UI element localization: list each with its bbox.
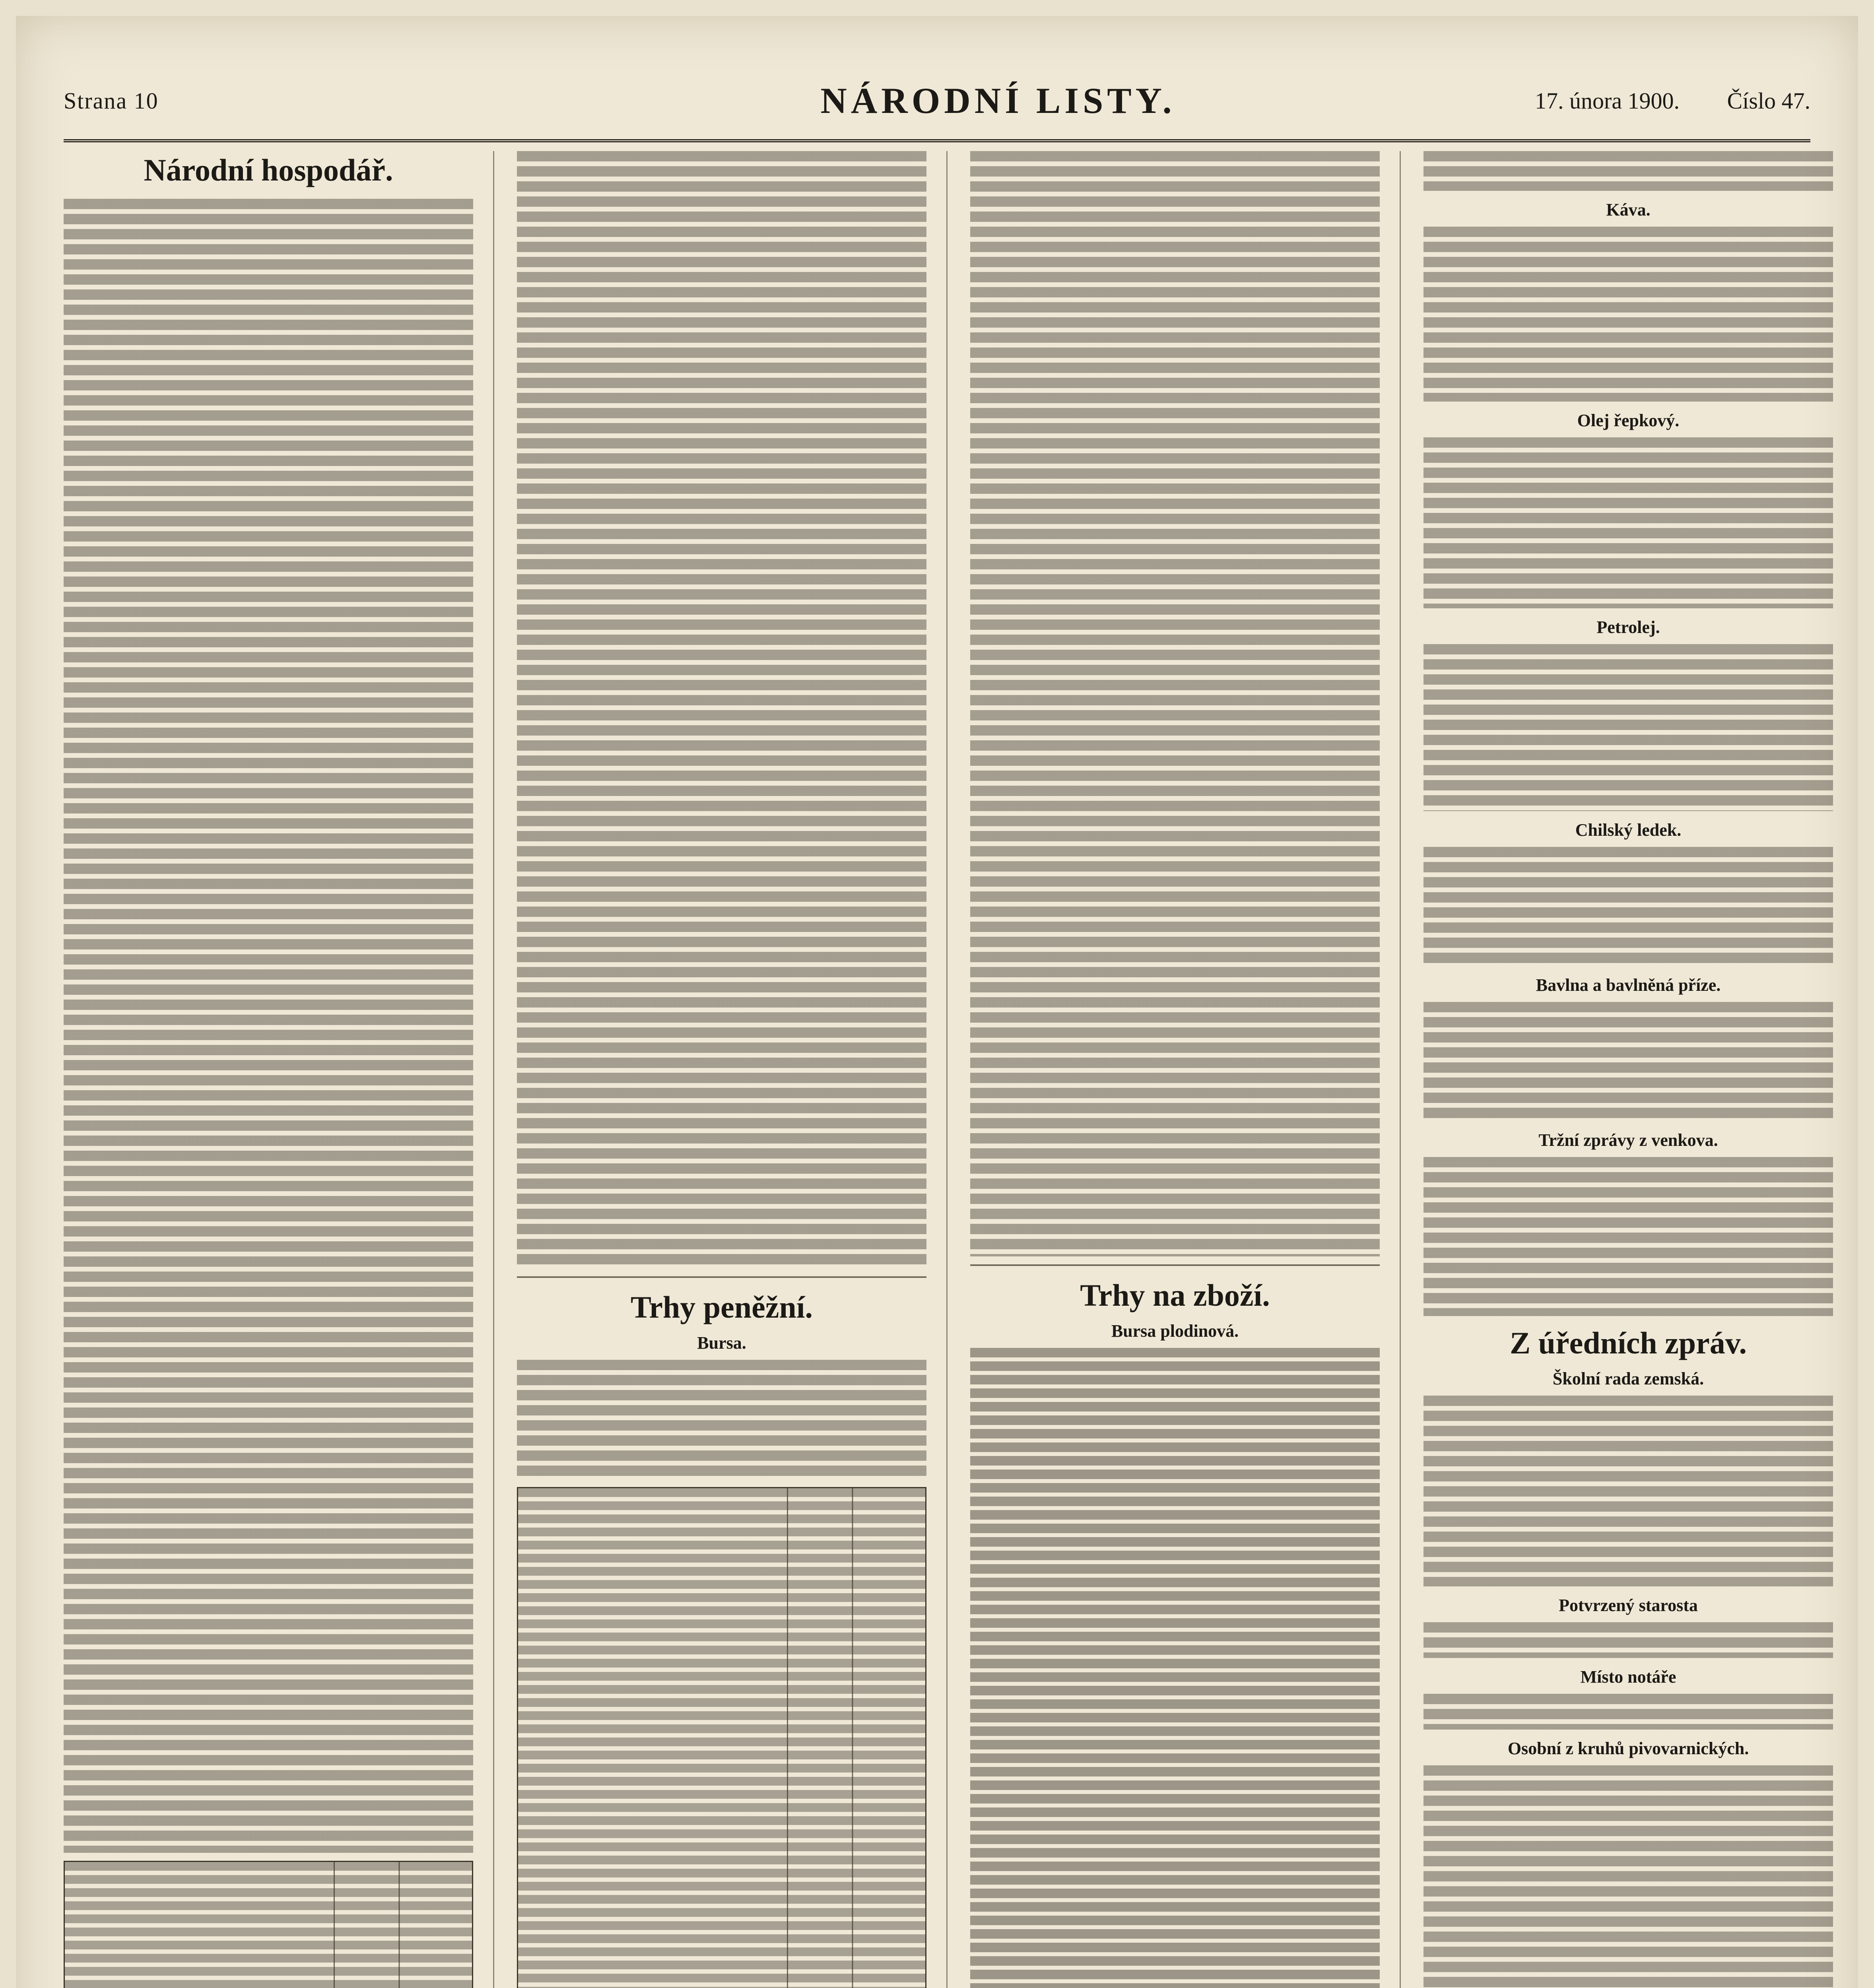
column-4 xyxy=(1423,151,1833,1988)
subheading: Chilský ledek. xyxy=(1575,820,1682,840)
article-text xyxy=(970,1348,1380,1988)
article-text xyxy=(1423,1157,1833,1316)
subheading: Káva. xyxy=(1606,200,1651,219)
newspaper-title: NÁRODNÍ LISTY. xyxy=(820,80,1176,121)
subheading: Tržní zprávy z venkova. xyxy=(1538,1130,1718,1150)
article-text xyxy=(1423,227,1833,402)
article-text xyxy=(517,151,926,1264)
newspaper-page xyxy=(16,16,1858,1988)
article-text xyxy=(1423,847,1833,966)
divider xyxy=(517,1276,926,1278)
issue-number: Číslo 47. xyxy=(1727,88,1810,114)
column-rule xyxy=(493,151,494,1988)
divider xyxy=(970,1264,1380,1266)
article-text xyxy=(1423,1002,1833,1121)
subheading: Potvrzený starosta xyxy=(1559,1596,1698,1615)
subheading: Bursa plodinová. xyxy=(1111,1321,1239,1341)
subheading: Bavlna a bavlněná příze. xyxy=(1536,975,1721,995)
subheading: Školní rada zemská. xyxy=(1552,1369,1704,1388)
article-text xyxy=(1423,437,1833,608)
section-heading: Národní hospodář. xyxy=(144,153,393,187)
column-1 xyxy=(64,151,473,1988)
article-text xyxy=(1423,1396,1833,1586)
column-2 xyxy=(517,151,926,1988)
exchange-rates-table xyxy=(517,1487,926,1988)
article-text xyxy=(517,1360,926,1479)
subheading: Místo notáře xyxy=(1580,1667,1676,1687)
column-3 xyxy=(970,151,1380,1988)
section-heading: Trhy na zboží. xyxy=(1080,1278,1270,1312)
subheading: Bursa. xyxy=(697,1333,746,1353)
data-table xyxy=(64,1861,473,1988)
column-rule xyxy=(1400,151,1401,1988)
article-text xyxy=(64,199,473,1853)
column-rule xyxy=(946,151,948,1988)
issue-date: 17. února 1900. xyxy=(1535,88,1680,114)
subheading: Petrolej. xyxy=(1596,617,1660,637)
section-heading: Z úředních zpráv. xyxy=(1510,1326,1747,1360)
article-text xyxy=(1423,1694,1833,1730)
article-text xyxy=(1423,1765,1833,1988)
article-text xyxy=(1423,1622,1833,1658)
masthead xyxy=(64,76,1810,142)
section-heading: Trhy peněžní. xyxy=(631,1290,813,1324)
article-text xyxy=(1423,151,1833,191)
article-text xyxy=(1423,644,1833,811)
article-text xyxy=(970,151,1380,1256)
subheading: Osobní z kruhů pivovarnických. xyxy=(1507,1739,1749,1758)
page-number: Strana 10 xyxy=(64,88,159,114)
subheading: Olej řepkový. xyxy=(1577,411,1680,430)
